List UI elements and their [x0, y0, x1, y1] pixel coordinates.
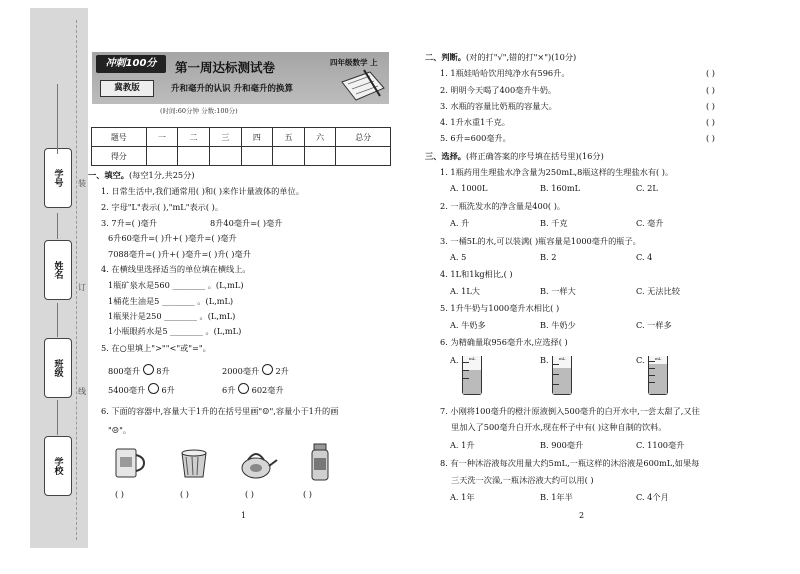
- cut-line: [76, 20, 77, 540]
- choice-option[interactable]: B. 1年半: [540, 492, 573, 502]
- compare-circle[interactable]: [238, 383, 249, 394]
- cylinder-tick: [649, 375, 655, 376]
- choice-option[interactable]: C. 2L: [636, 183, 658, 193]
- choice-q1: 1. 1瓶药用生理盐水净含量为250mL,8瓶这样的生理盐水有( )。: [440, 167, 674, 177]
- section2-title: 二、判断。: [425, 52, 466, 62]
- cylinder-tick: [649, 382, 655, 383]
- page-number-right: 2: [579, 511, 585, 520]
- brand-logo: 冲刺100分: [96, 55, 166, 73]
- choice-q3: 3. 一桶5L的水,可以装满( )瓶容量是1000毫升的瓶子。: [440, 236, 641, 246]
- choice-option[interactable]: B. 千克: [540, 218, 568, 228]
- section3-heading: [425, 151, 604, 162]
- choice-option[interactable]: B. 牛奶少: [540, 320, 576, 330]
- choice-option[interactable]: C. 毫升: [636, 218, 664, 228]
- student-id-label: 学号: [52, 169, 63, 187]
- fill-q4-item: 1小瓶眼药水是5 ________ 。(L,mL): [108, 326, 242, 336]
- page-subtitle: 升和毫升的认识 升和毫升的换算: [171, 84, 293, 94]
- thermos-icon: [308, 442, 332, 482]
- cylinder-tick: [553, 364, 559, 365]
- compare-left: 2000毫升: [222, 366, 260, 376]
- judge-blank[interactable]: ( ): [706, 133, 715, 143]
- compare-right: 602毫升: [251, 385, 284, 395]
- choice-q4: 4. 1L和1kg相比,( ): [440, 269, 513, 279]
- choice-option[interactable]: C.: [636, 355, 645, 365]
- section1-heading: [88, 170, 195, 181]
- fill-q4-item: 1瓶果汁是250 ________ 。(L,mL): [108, 311, 236, 321]
- choice-option[interactable]: A.: [450, 355, 459, 365]
- score-table-header: 题号: [92, 128, 147, 147]
- choice-option[interactable]: B. 900毫升: [540, 440, 584, 450]
- cylinder-tick: [649, 368, 655, 369]
- student-id-label-box: [44, 148, 72, 208]
- binding-sidebar: [30, 8, 88, 548]
- choice-option[interactable]: A. 1000L: [450, 183, 488, 193]
- score-table-header: 总分: [336, 128, 391, 147]
- score-table-header: 一: [146, 128, 178, 147]
- choice-q2: 2. 一瓶洗发水的净含量是400( )。: [440, 201, 566, 211]
- section3-note: (将正确答案的序号填在括号里)(16分): [465, 151, 604, 161]
- fill-q3-line1a: 3. 7升=( )毫升: [101, 218, 158, 228]
- compare-circle[interactable]: [262, 364, 273, 375]
- compare-right: 6升: [161, 385, 175, 395]
- compare-right: 2升: [275, 366, 289, 376]
- score-row-label: 得分: [92, 147, 147, 166]
- judge-item: 1. 1瓶娃哈哈饮用纯净水有596升。: [440, 68, 570, 78]
- choice-q6: 6. 为精确量取956毫升水,应选择( ): [440, 337, 568, 347]
- fill-q5: 5. 在○里填上">""<"或"="。: [101, 343, 211, 353]
- measuring-cylinder-b-icon: [552, 356, 572, 395]
- compare-item-4: [222, 383, 284, 396]
- choice-q7-line2: 里加入了500毫升白开水,现在杯子中有( )这种自制的饮料。: [451, 422, 667, 432]
- compare-item-3: [108, 383, 175, 396]
- score-table-header: 二: [178, 128, 210, 147]
- name-write-line[interactable]: [57, 213, 58, 239]
- choice-q8-line1: 8. 有一种沐浴液每次用量大约5mL,一瓶这样的沐浴液是600mL,如果每: [440, 458, 700, 468]
- judge-blank[interactable]: ( ): [706, 68, 715, 78]
- fill-q3-line3: 7088毫升=( )升+( )毫升=( )升( )毫升: [108, 249, 251, 259]
- name-label-box: [44, 240, 72, 300]
- judge-item: 4. 1升水重1千克。: [440, 117, 510, 127]
- cylinder-tick: [463, 378, 469, 379]
- compare-circle[interactable]: [143, 364, 154, 375]
- q6-answer-blank[interactable]: ( ): [245, 489, 254, 499]
- cylinder-unit: mL: [655, 356, 662, 361]
- fill-q6-line1: 6. 下面的容器中,容量大于1升的在括号里画"☺",容量小于1升的画: [101, 406, 339, 416]
- score-table-header: 三: [209, 128, 241, 147]
- judge-blank[interactable]: ( ): [706, 117, 715, 127]
- seal-char-3: 线: [78, 387, 86, 396]
- choice-option[interactable]: C. 无法比较: [636, 286, 680, 296]
- cylinder-tick: [649, 361, 655, 362]
- score-table-header-row: [92, 128, 391, 147]
- judge-blank[interactable]: ( ): [706, 85, 715, 95]
- fill-q6-line2: "☹"。: [108, 425, 132, 435]
- score-cell[interactable]: [209, 147, 241, 166]
- mug-icon: [112, 445, 146, 481]
- score-table-score-row: [92, 147, 391, 166]
- compare-left: 800毫升: [108, 366, 141, 376]
- compare-left: 5400毫升: [108, 385, 146, 395]
- score-cell[interactable]: [336, 147, 391, 166]
- section1-title: 一、填空。: [88, 170, 129, 180]
- cylinder-water: [463, 370, 481, 394]
- fill-q3-line1b: 8升40毫升=( )毫升: [210, 218, 283, 228]
- seal-char-2: 订: [78, 283, 86, 292]
- name-label: 姓名: [52, 261, 63, 279]
- score-table-header: 五: [273, 128, 305, 147]
- section2-note: (对的打"√",错的打"×")(10分): [465, 52, 577, 62]
- school-label-box: [44, 436, 72, 496]
- cylinder-tick: [553, 384, 559, 385]
- judge-blank[interactable]: ( ): [706, 101, 715, 111]
- cylinder-tick: [463, 362, 469, 363]
- section2-heading: [425, 52, 576, 63]
- cylinder-water: [553, 368, 571, 394]
- score-cell[interactable]: [178, 147, 210, 166]
- fill-q3-line2: 6升60毫升=( )升+( )毫升=( )毫升: [108, 233, 237, 243]
- fill-q4-item: 1桶花生油是5 ________ 。(L,mL): [108, 296, 234, 306]
- measuring-cylinder-c-icon: [648, 356, 668, 395]
- grade-label: 四年级数学 上: [330, 58, 378, 67]
- choice-q8-line2: 三天洗一次澡,一瓶沐浴液大约可以用( ): [451, 475, 594, 485]
- exam-info: (时间:60分钟 分数:100分): [160, 107, 238, 115]
- choice-option[interactable]: B. 2: [540, 252, 557, 262]
- book-illustration-icon: [340, 68, 386, 102]
- class-label-box: [44, 338, 72, 398]
- choice-option[interactable]: C. 4个月: [636, 492, 669, 502]
- compare-item-2: [222, 364, 289, 377]
- compare-right: 8升: [156, 366, 170, 376]
- judge-item: 5. 6升=600毫升。: [440, 133, 511, 143]
- class-label: 班级: [52, 359, 63, 377]
- school-write-line[interactable]: [57, 400, 58, 435]
- measuring-cylinder-a-icon: [462, 356, 482, 395]
- choice-q7-line1: 7. 小刚将100毫升的橙汁原液倒入500毫升的白开水中,一尝太甜了,又往: [440, 406, 700, 416]
- q6-answer-blank[interactable]: ( ): [303, 489, 312, 499]
- choice-option[interactable]: A. 5: [450, 252, 467, 262]
- bucket-icon: [176, 445, 212, 481]
- section1-note: (每空1分,共25分): [128, 170, 195, 180]
- seal-char-1: 装: [78, 179, 86, 188]
- choice-q5: 5. 1升牛奶与1000毫升水相比( ): [440, 303, 560, 313]
- choice-option[interactable]: A. 升: [450, 218, 470, 228]
- choice-option[interactable]: B. 一样大: [540, 286, 576, 296]
- fill-q1: 1. 日常生活中,我们通常用( )和( )来作计量液体的单位。: [101, 186, 304, 196]
- q6-answer-blank[interactable]: ( ): [180, 489, 189, 499]
- cylinder-unit: mL: [559, 356, 566, 361]
- school-label: 学校: [52, 457, 63, 475]
- class-write-line[interactable]: [57, 303, 58, 337]
- judge-item: 2. 明明今天喝了400毫升牛奶。: [440, 85, 557, 95]
- compare-left: 6升: [222, 385, 236, 395]
- judge-item: 3. 水瓶的容量比奶瓶的容量大。: [440, 101, 557, 111]
- cylinder-unit: mL: [469, 356, 476, 361]
- choice-option[interactable]: B.: [540, 355, 549, 365]
- score-cell[interactable]: [304, 147, 336, 166]
- student-id-write-line[interactable]: [57, 84, 58, 154]
- compare-item-1: [108, 364, 170, 377]
- choice-option[interactable]: A. 1L大: [450, 286, 480, 296]
- fill-q4: 4. 在横线里选择适当的单位填在横线上。: [101, 264, 251, 274]
- score-table-header: 六: [304, 128, 336, 147]
- q6-answer-blank[interactable]: ( ): [115, 489, 124, 499]
- choice-option[interactable]: C. 一样多: [636, 320, 672, 330]
- choice-option[interactable]: A. 牛奶多: [450, 320, 486, 330]
- score-table-header: 四: [241, 128, 273, 147]
- score-cell[interactable]: [146, 147, 178, 166]
- section3-title: 三、选择。: [425, 151, 466, 161]
- score-table: [91, 127, 391, 166]
- score-cell[interactable]: [241, 147, 273, 166]
- page-title: 第一周达标测试卷: [175, 60, 276, 75]
- choice-option[interactable]: A. 1年: [450, 492, 475, 502]
- fill-q2: 2. 字母"L"表示( ),"mL"表示( )。: [101, 202, 224, 212]
- cylinder-tick: [463, 370, 469, 371]
- page-number-left: 1: [241, 511, 247, 520]
- choice-option[interactable]: B. 160mL: [540, 183, 581, 193]
- edition-badge: 冀教版: [100, 80, 154, 97]
- fill-q4-item: 1瓶矿泉水是560 ________ 。(L,mL): [108, 280, 244, 290]
- cylinder-tick: [553, 374, 559, 375]
- choice-option[interactable]: C. 4: [636, 252, 653, 262]
- choice-option[interactable]: A. 1升: [450, 440, 475, 450]
- compare-circle[interactable]: [148, 383, 159, 394]
- choice-option[interactable]: C. 1100毫升: [636, 440, 685, 450]
- score-cell[interactable]: [273, 147, 305, 166]
- kettle-icon: [236, 446, 278, 480]
